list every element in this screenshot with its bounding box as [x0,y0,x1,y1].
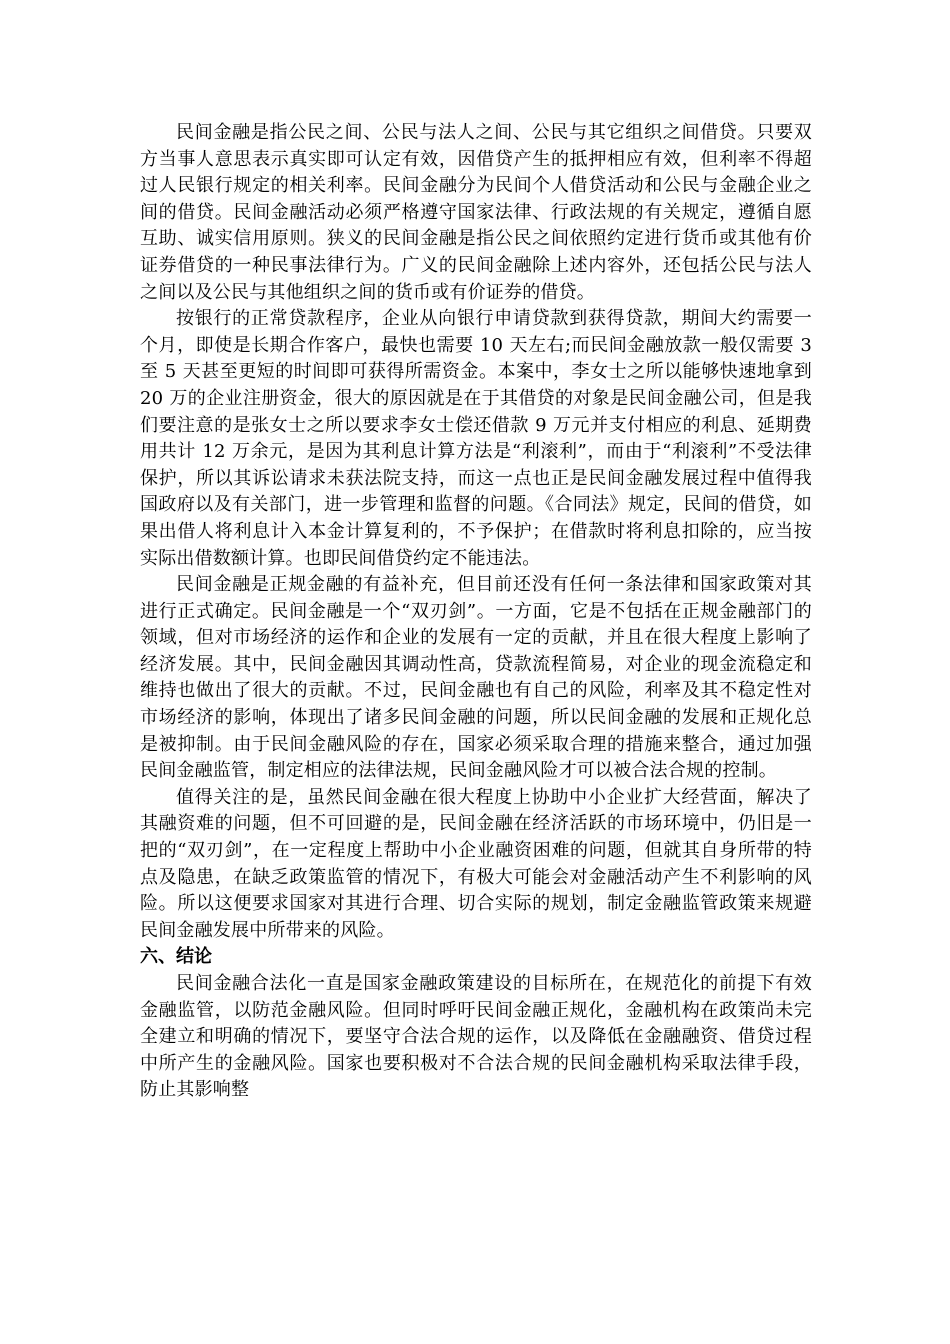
document-page [140,120,812,1104]
paragraph-risk-regulation: 值得关注的是，虽然民间金融在很大程度上协助中小企业扩大经营面，解决了其融资难的问题，但不可回避的是，民间金融在经济活跃的市场环境中，仍旧是一把的“双刃剑”，在一定程度上帮助中小企业融资困难的问题，但就其自身所带的特点及隐患，在缺乏政策监管的情况下，有极大可能会对金融活动产生不利影响的风险。所以这便要求国家对其进行合理、切合实际的规划，制定金融监管政策来规避民间金融发展中所带来的风险。 [140,786,812,941]
paragraph-loan-process: 按银行的正常贷款程序，企业从向银行申请贷款到获得贷款，期间大约需要一个月，即使是长期合作客户，最快也需要 10 天左右;而民间金融放款一般仅需要 3 至 5 天甚至更短的时间即可获得所需资金。本案中，李女士之所以能够快速地拿到 20 万的企业注册资金，很大的原因就是在于其借贷的对象是民间金融公司，但是我们要注意的是张女士之所以要求李女士偿还借款 9 万元并支付相应的利息、延期费用共计 12 万余元，是因为其利息计算方法是“利滚利”，而由于“利滚利”不受法律保护，所以其诉讼请求未获法院支持，而这一点也正是民间金融发展过程中值得我国政府以及有关部门，进一步管理和监督的问题。《合同法》规定，民间的借贷，如果出借人将利息计入本金计算复利的，不予保护；在借款时将利息扣除的，应当按实际出借数额计算。也即民间借贷约定不能违法。 [140,308,812,569]
paragraph-definition: 民间金融是指公民之间、公民与法人之间、公民与其它组织之间借贷。只要双方当事人意思表示真实即可认定有效，因借贷产生的抵押相应有效，但利率不得超过人民银行规定的相关利率。民间金融分为民间个人借贷活动和公民与金融企业之间的借贷。民间金融活动必须严格遵守国家法律、行政法规的有关规定，遵循自愿互助、诚实信用原则。狭义的民间金融是指公民之间依照约定进行货币或其他有价证券借贷的一种民事法律行为。广义的民间金融除上述内容外，还包括公民与法人之间以及公民与其他组织之间的货币或有价证券的借贷。 [140,122,812,303]
section-heading-conclusion: 六、结论 [140,946,212,968]
paragraph-conclusion: 民间金融合法化一直是国家金融政策建设的目标所在，在规范化的前提下有效金融监管，以防范金融风险。但同时呼吁民间金融正规化，金融机构在政策尚未完全建立和明确的情况下，要坚守合法合规的运作，以及降低在金融融资、借贷过程中所产生的金融风险。国家也要积极对不合法合规的民间金融机构采取法律手段，防止其影响整 [140,973,812,1101]
paragraph-double-edged-sword: 民间金融是正规金融的有益补充，但目前还没有任何一条法律和国家政策对其进行正式确定。民间金融是一个“双刃剑”。一方面，它是不包括在正规金融部门的领域，但对市场经济的运作和企业的发展有一定的贡献，并且在很大程度上影响了经济发展。其中，民间金融因其调动性高，贷款流程简易，对企业的现金流稳定和维持也做出了很大的贡献。不过，民间金融也有自己的风险，利率及其不稳定性对市场经济的影响，体现出了诸多民间金融的问题，所以民间金融的发展和正规化总是被抑制。由于民间金融风险的存在，国家必须采取合理的措施来整合，通过加强民间金融监管，制定相应的法律法规，民间金融风险才可以被合法合规的控制。 [140,574,812,782]
